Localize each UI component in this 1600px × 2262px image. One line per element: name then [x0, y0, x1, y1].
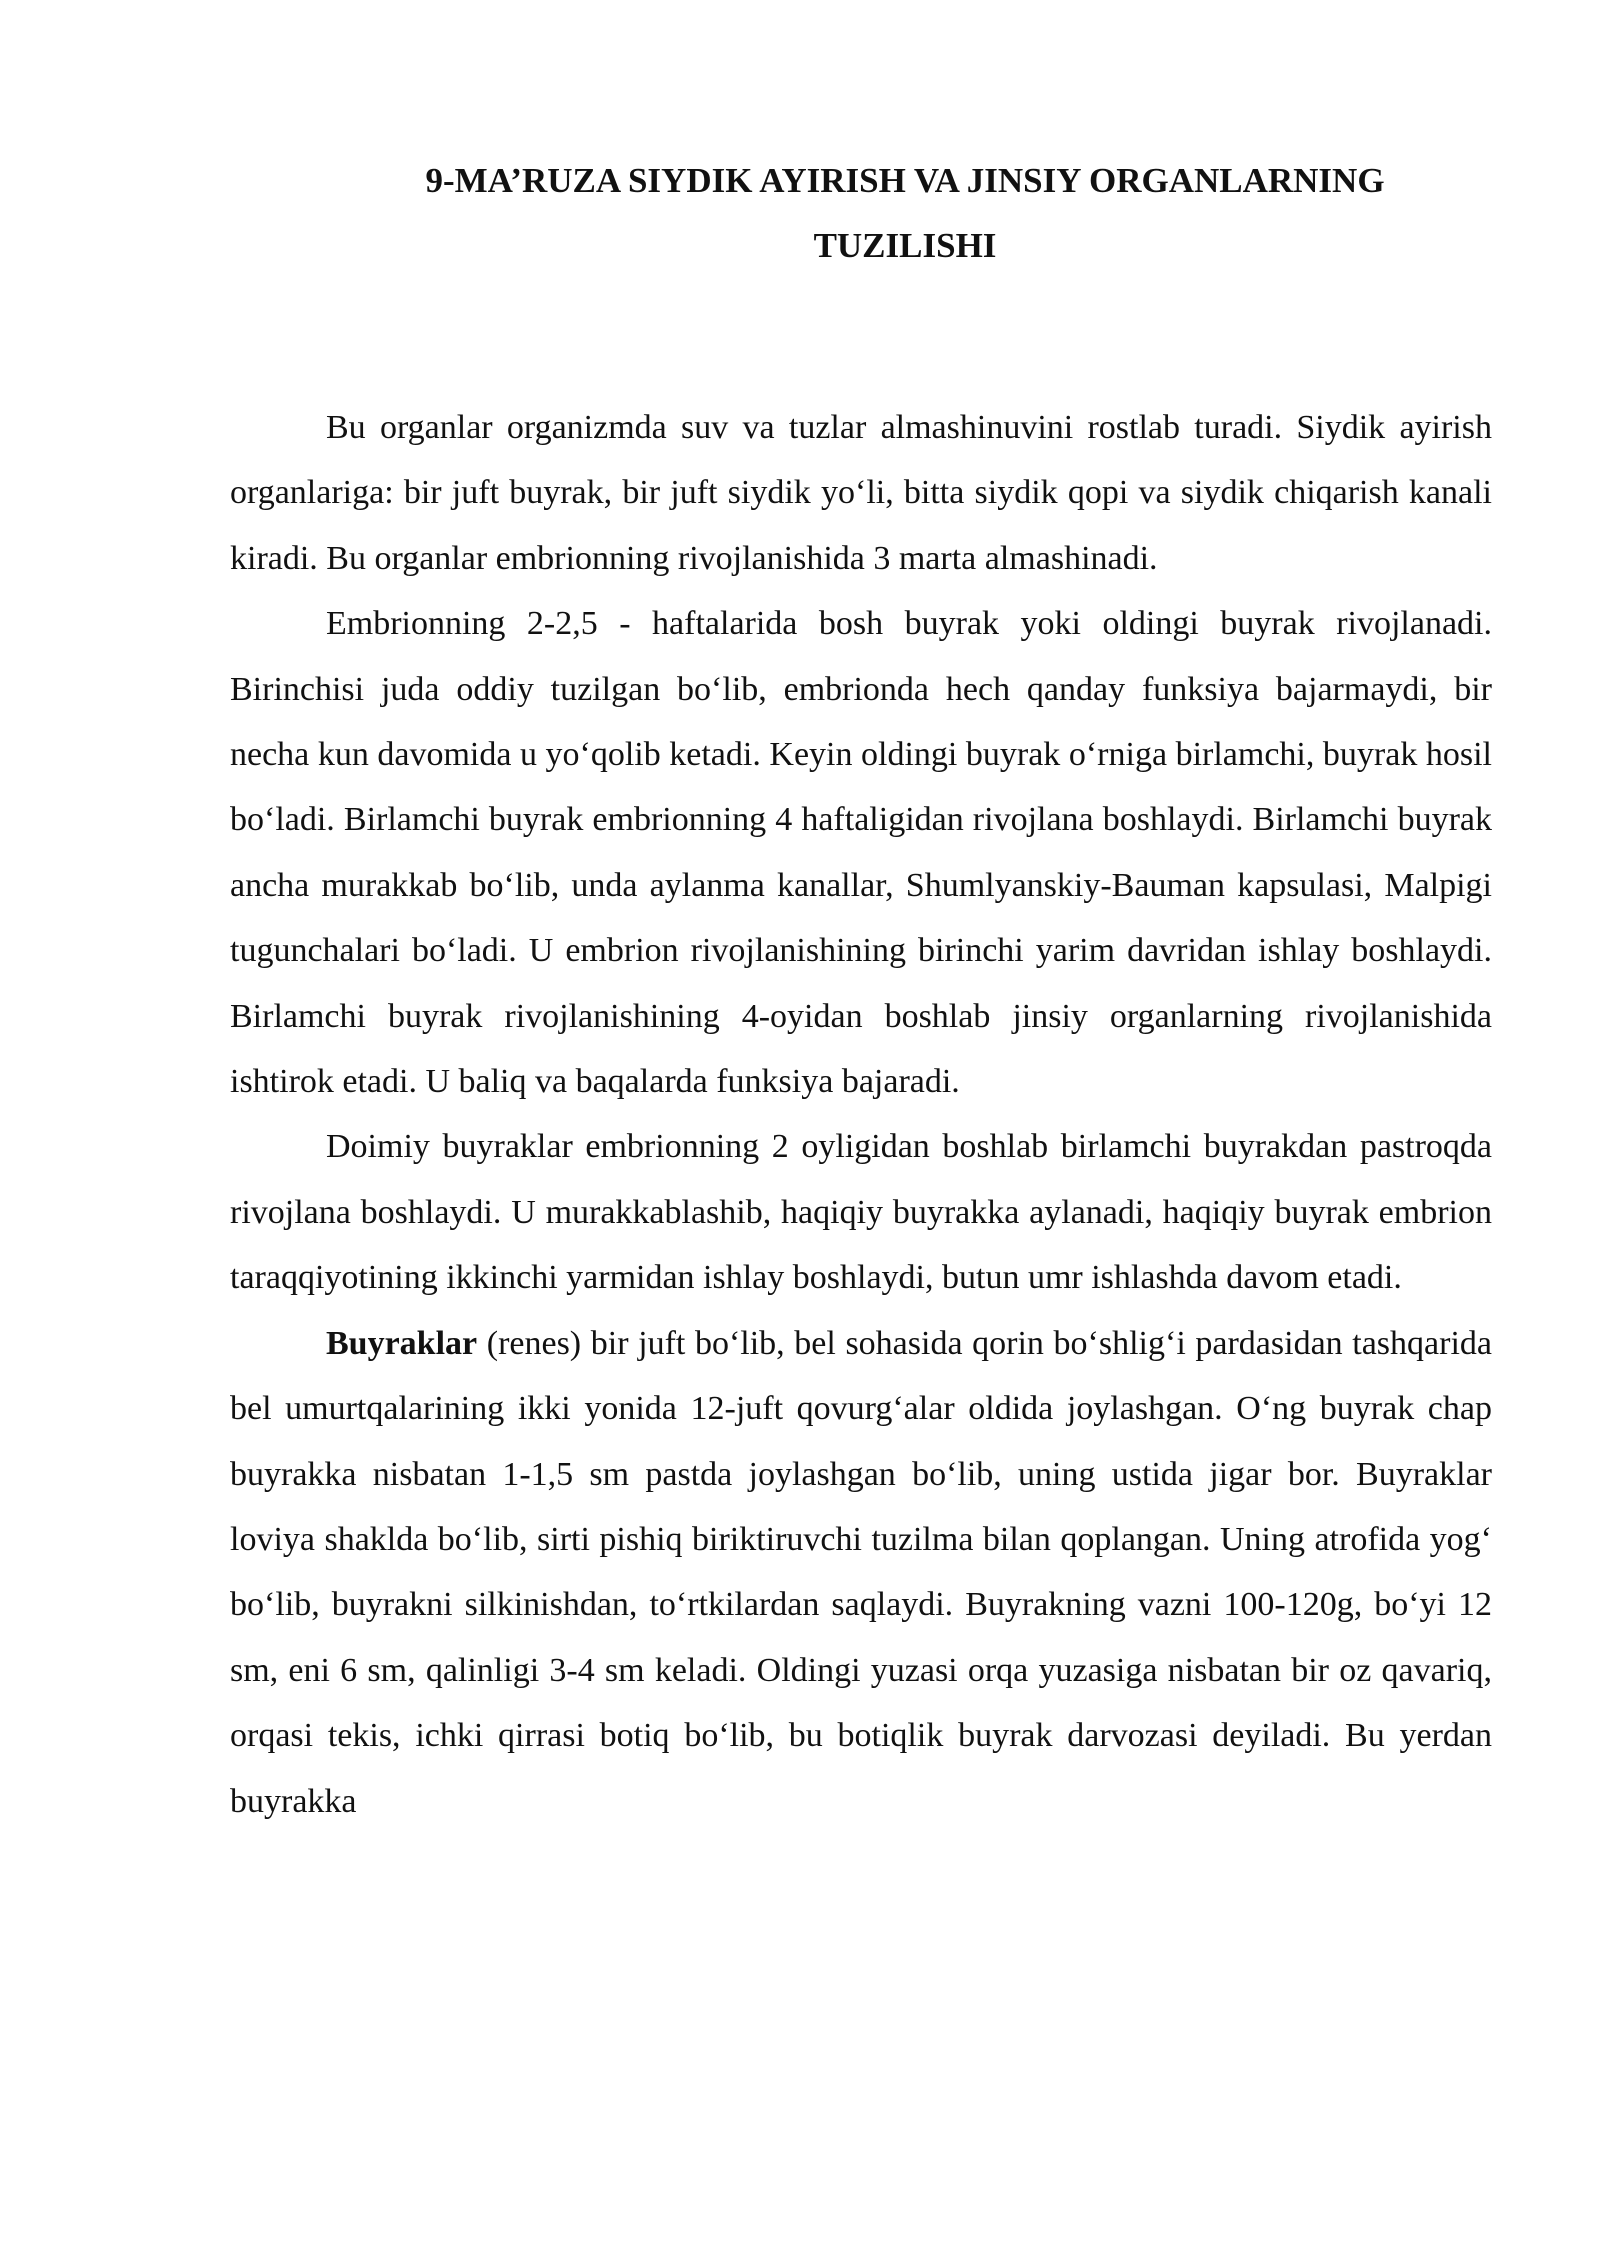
paragraph-embryo-development: Embrionning 2-2,5 - haftalarida bosh buyrak yoki oldingi buyrak rivojlanadi. Birinchisi juda oddiy tuzilgan bo‘lib, embrionda hech qanday funksiya bajarmaydi, bir necha kun davomida u yo‘qolib ketadi. Keyin oldingi buyrak o‘rniga birlamchi, buyrak hosil bo‘ladi. Birlamchi buyrak embrionning 4 haftaligidan rivojlana boshlaydi. Birlamchi buyrak ancha murakkab bo‘lib, unda aylanma kanallar, Shumlyanskiy-Bauman kapsulasi, Malpigi tugunchalari bo‘ladi. U embrion rivojlanishining birinchi yarim davridan ishlay boshlaydi. Birlamchi buyrak rivojlanishining 4-oyidan boshlab jinsiy organlarning rivojlanishida ishtirok etadi. U baliq va baqalarda funksiya bajaradi. [230, 605, 1492, 1101]
title-line-2: TUZILISHI [813, 226, 997, 265]
title-line-1: 9-MA’RUZA SIYDIK AYIRISH VA JINSIY ORGANLARNING [425, 161, 1385, 200]
paragraph-permanent-kidneys: Doimiy buyraklar embrionning 2 oyligidan boshlab birlamchi buyrakdan pastroqda rivojlana boshlaydi. U murakkablashib, haqiqiy buyrakka aylanadi, haqiqiy buyrak embrion taraqqiyotining ikkinchi yarmidan ishlay boshlaydi, butun umr ishlashda davom etadi. [230, 1128, 1492, 1297]
paragraph-kidneys [230, 1311, 1492, 1834]
paragraph-intro: Bu organlar organizmda suv va tuzlar almashinuvini rostlab turadi. Siydik ayirish organlariga: bir juft buyrak, bir juft siydik yo‘li, bitta siydik qopi va siydik chiqarish kanali kiradi. Bu organlar embrionning rivojlanishida 3 marta almashinadi. [230, 409, 1492, 577]
document-body [230, 395, 1492, 1834]
document-title [375, 148, 1435, 278]
kidneys-term: Buyraklar [326, 1324, 478, 1362]
kidneys-description: (renes) bir juft bo‘lib, bel sohasida qorin bo‘shlig‘i pardasidan tashqarida bel umurtqalarining ikki yonida 12-juft qovurg‘alar oldida joylashgan. O‘ng buyrak chap buyrakka nisbatan 1-1,5 sm pastda joylashgan bo‘lib, uning ustida jigar bor. Buyraklar loviya shaklda bo‘lib, sirti pishiq biriktiruvchi tuzilma bilan qoplangan. Uning atrofida yog‘ bo‘lib, buyrakni silkinishdan, to‘rtkilardan saqlaydi. Buyrakning vazni 100-120g, bo‘yi 12 sm, eni 6 sm, qalinligi 3-4 sm keladi. Oldingi yuzasi orqa yuzasiga nisbatan bir oz qavariq, orqasi tekis, ichki qirrasi botiq bo‘lib, bu botiqlik buyrak darvozasi deyiladi. Bu yerdan buyrakka [230, 1324, 1492, 1820]
